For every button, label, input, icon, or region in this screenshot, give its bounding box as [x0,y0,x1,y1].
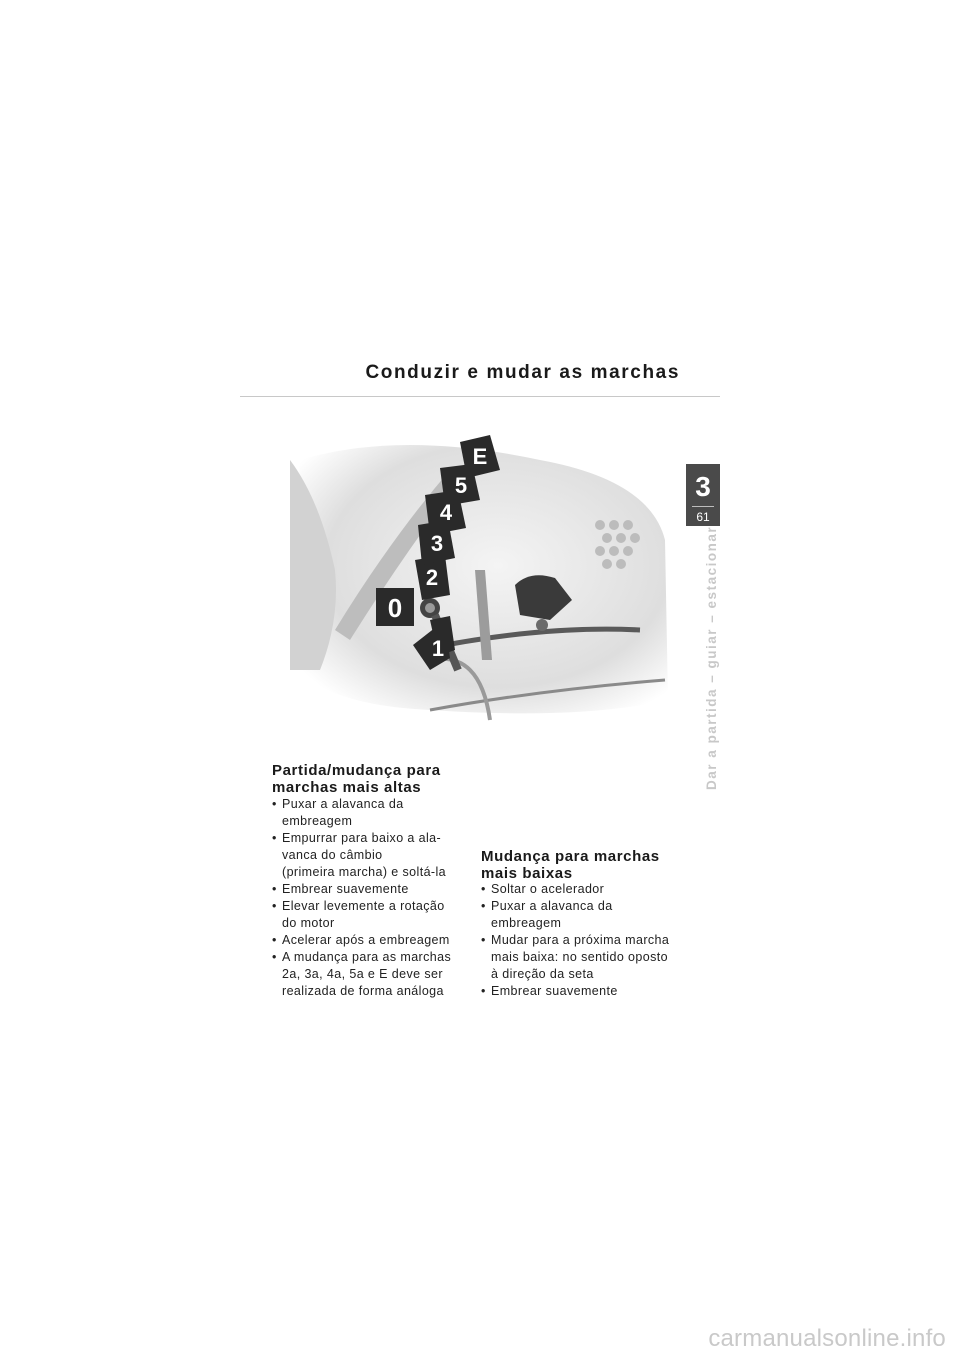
watermark-text: carmanualsonline.info [708,1325,946,1352]
list-item: • Soltar o acelerador [481,881,681,898]
page-number: 61 [696,510,710,524]
list-item: • A mudança para as marchas 2a, 3a, 4a, 5a e E deve ser realizada de forma análoga [272,949,472,1000]
chapter-side-text: Dar a partida – guiar – estacionar [704,525,719,790]
gear-label-1: 1 [431,636,445,661]
gear-label-2: 2 [425,565,439,590]
chapter-tab [686,464,720,526]
list-item: • Empurrar para baixo a ala- vanca do câmbio (primeira marcha) e soltá-la [272,830,472,881]
gear-label-e: E [472,444,488,469]
list-item: • Puxar a alavanca da embreagem [481,898,681,932]
gear-shift-diagram-icon [280,420,670,740]
gear-shift-figure [280,420,670,740]
chapter-number: 3 [695,471,711,502]
list-item: • Mudar para a próxima marcha mais baixa: no sentido oposto à direção da seta [481,932,681,983]
upshift-steps [272,796,472,1000]
list-item: • Puxar a alavanca da embreagem [272,796,472,830]
downshift-steps [481,881,681,1000]
upshift-heading [272,762,472,796]
downshift-heading-line1: Mudança para marchas [481,848,660,865]
page-title: Conduzir e mudar as marchas [365,362,680,383]
title-divider [240,396,720,397]
gear-label-4: 4 [439,500,453,525]
gear-label-5: 5 [454,473,468,498]
gear-label-3: 3 [430,531,444,556]
list-item: • Acelerar após a embreagem [272,932,472,949]
list-item: • Embrear suavemente [272,881,472,898]
downshift-heading [481,848,681,882]
list-item: • Elevar levemente a rotação do motor [272,898,472,932]
list-item: • Embrear suavemente [481,983,681,1000]
upshift-heading-line2: marchas mais altas [272,779,422,796]
chapter-divider [692,506,714,507]
neutral-label: 0 [387,593,403,623]
downshift-heading-line2: mais baixas [481,865,573,882]
upshift-heading-line1: Partida/mudança para [272,762,441,779]
